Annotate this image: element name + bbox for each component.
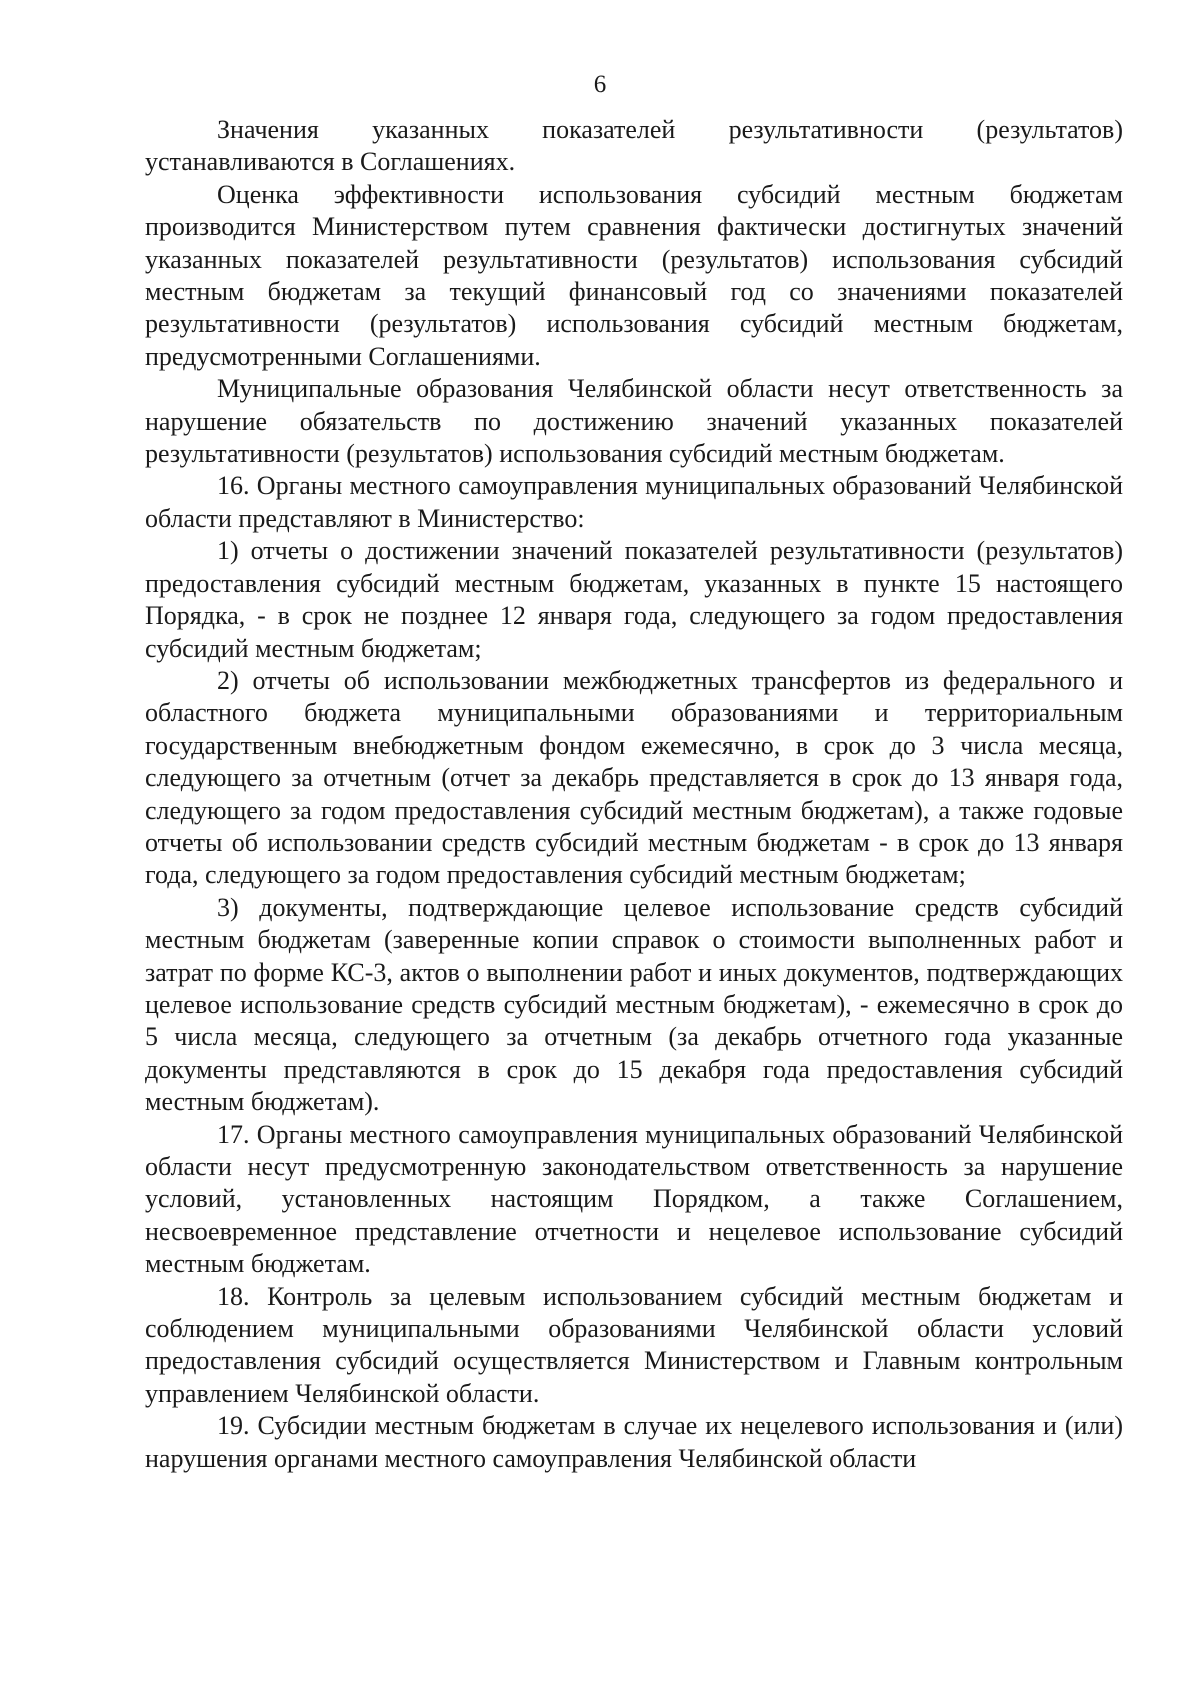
paragraph-clause-18: 18. Контроль за целевым использованием субсидий местным бюджетам и соблюдением муниципальными образованиями Челябинской области условий предоставления субсидий осуществляется Министерством и Главным контрольным управлением Челябинской области. bbox=[145, 1281, 1123, 1408]
paragraph-clause-16: 16. Органы местного самоуправления муниципальных образований Челябинской области представляют в Министерство: bbox=[145, 471, 1123, 533]
paragraph-municipal-responsibility: Муниципальные образования Челябинской области несут ответственность за нарушение обязательств по достижению значений указанных показателей результативности (результатов) использования субсидий местным бюджетам. bbox=[145, 374, 1123, 469]
paragraph-clause-17: 17. Органы местного самоуправления муниципальных образований Челябинской области несут предусмотренную законодательством ответственность за нарушение условий, установленных настоящим Порядком, а также Соглашением, несвоевременное представление отчетности и нецелевое использование субсидий местным бюджетам. bbox=[145, 1119, 1123, 1279]
paragraph-clause-16-item-2: 2) отчеты об использовании межбюджетных трансфертов из федерального и областного бюджета муниципальными образованиями и территориальным государственным внебюджетным фондом ежемесячно, в срок до 3 числа месяца, следующего за отчетным (отчет за декабрь представляется в срок до 13 января года, следующего за годом предоставления субсидий местным бюджетам), а также годовые отчеты об использовании средств субсидий местным бюджетам - в срок до 13 января года, следующего за годом предоставления субсидий местным бюджетам; bbox=[145, 665, 1123, 890]
paragraph-efficiency-evaluation: Оценка эффективности использования субсидий местным бюджетам производится Министерством путем сравнения фактически достигнутых значений указанных показателей результативности (результатов) использования субсидий местным бюджетам за текущий финансовый год со значениями показателей результативности (результатов) использования субсидий местным бюджетам, предусмотренными Соглашениями. bbox=[145, 179, 1123, 371]
page-number: 6 bbox=[593, 71, 607, 98]
paragraph-clause-19: 19. Субсидии местным бюджетам в случае их нецелевого использования и (или) нарушения органами местного самоуправления Челябинской области bbox=[145, 1411, 1123, 1473]
document-body bbox=[145, 114, 1123, 1475]
paragraph-clause-16-item-3: 3) документы, подтверждающие целевое использование средств субсидий местным бюджетам (заверенные копии справок о стоимости выполненных работ и затрат по форме КС-3, актов о выполнении работ и иных документов, подтверждающих целевое использование средств субсидий местным бюджетам), - ежемесячно в срок до 5 числа месяца, следующего за отчетным (за декабрь отчетного года указанные документы представляются в срок до 15 декабря года предоставления субсидий местным бюджетам). bbox=[145, 892, 1123, 1117]
paragraph-indicator-values: Значения указанных показателей результативности (результатов) устанавливаются в Соглашениях. bbox=[145, 115, 1123, 177]
paragraph-clause-16-item-1: 1) отчеты о достижении значений показателей результативности (результатов) предоставления субсидий местным бюджетам, указанных в пункте 15 настоящего Порядка, - в срок не позднее 12 января года, следующего за годом предоставления субсидий местным бюджетам; bbox=[145, 536, 1123, 663]
